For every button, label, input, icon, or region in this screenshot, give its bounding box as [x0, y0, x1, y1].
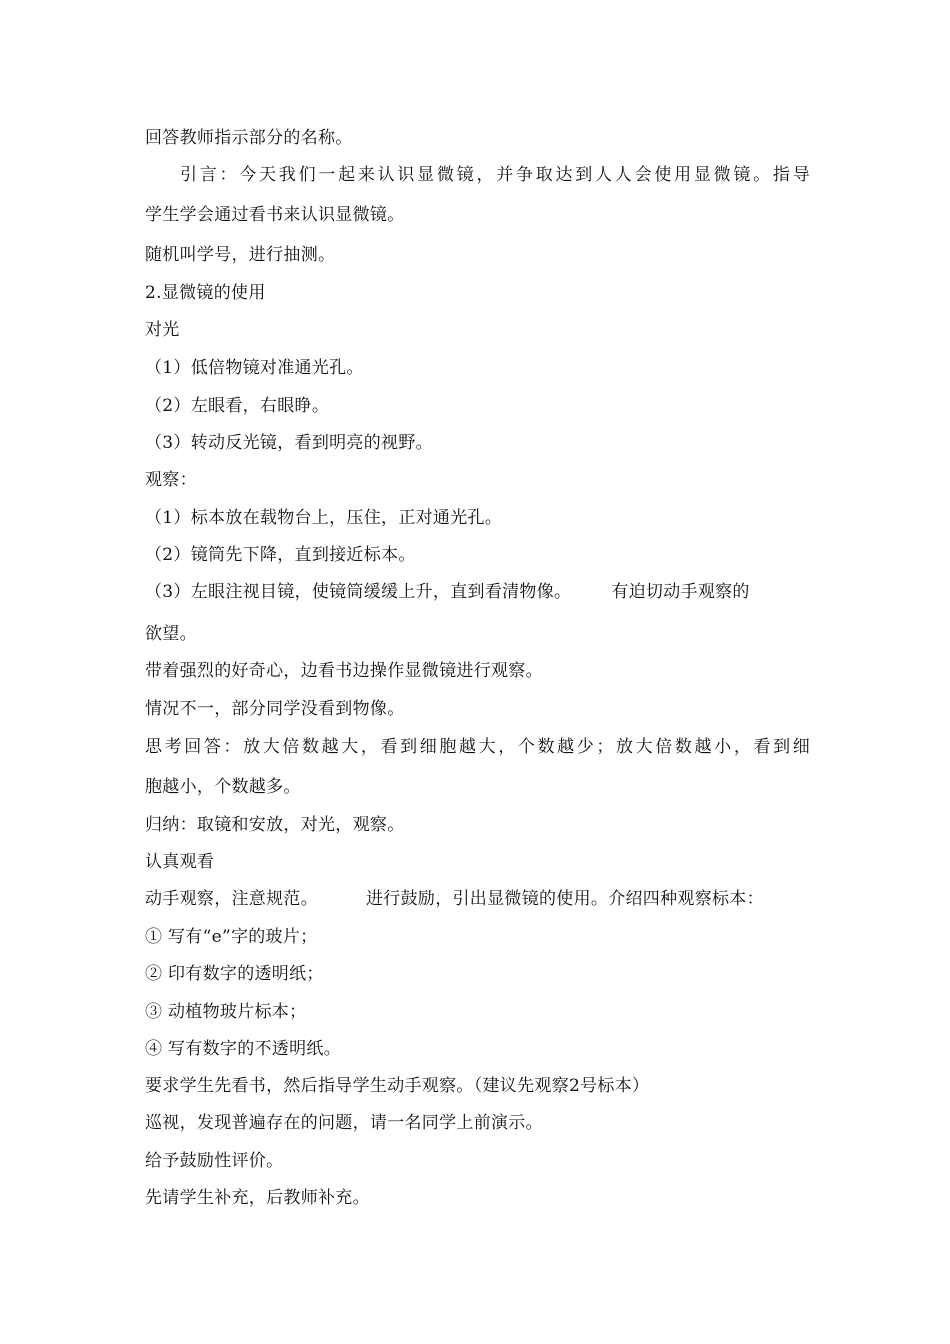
- text-line: 对光: [145, 320, 180, 340]
- text-line: 欲望。: [145, 624, 197, 644]
- list-item: ② 印有数字的透明纸；: [145, 964, 324, 984]
- text-line: 观察：: [145, 470, 197, 490]
- text-line: 随机叫学号，进行抽测。: [145, 245, 336, 265]
- list-item-with-note: [145, 582, 810, 602]
- list-item: （3）转动反光镜，看到明亮的视野。: [145, 433, 433, 453]
- text-line: 学生学会通过看书来认识显微镜。: [145, 205, 405, 225]
- text-line: 先请学生补充，后教师补充。: [145, 1188, 370, 1208]
- text-line-with-note: [145, 889, 810, 909]
- text-line: 情况不一，部分同学没看到物像。: [145, 699, 405, 719]
- text-line: 要求学生先看书，然后指导学生动手观察。（建议先观察2号标本）: [145, 1076, 650, 1096]
- text-line: 回答教师指示部分的名称。: [145, 128, 353, 148]
- text-line: 巡视，发现普遍存在的问题，请一名同学上前演示。: [145, 1113, 543, 1133]
- text-line: 带着强烈的好奇心，边看书边操作显微镜进行观察。: [145, 661, 543, 681]
- list-item: ① 写有“e”字的玻片；: [145, 927, 318, 947]
- list-item: （2）镜筒先下降，直到接近标本。: [145, 545, 416, 565]
- text-line: 认真观看: [145, 852, 215, 872]
- list-item: ④ 写有数字的不透明纸。: [145, 1039, 342, 1059]
- list-item: （2）左眼看，右眼睁。: [145, 396, 330, 416]
- text-segment: 动手观察，注意规范。: [145, 889, 318, 909]
- text-line: 给予鼓励性评价。: [145, 1151, 284, 1171]
- text-line: 归纳：取镜和安放，对光，观察。: [145, 815, 405, 835]
- side-note: 有迫切动手观察的: [611, 582, 750, 602]
- section-heading: 2.显微镜的使用: [145, 283, 266, 303]
- text-line: 引言：今天我们一起来认识显微镜，并争取达到人人会使用显微镜。指导: [180, 165, 810, 185]
- text-line: 胞越小，个数越多。: [145, 777, 301, 797]
- text-line: 思考回答：放大倍数越大，看到细胞越大，个数越少；放大倍数越小，看到细: [145, 737, 810, 757]
- list-item: ③ 动植物玻片标本；: [145, 1002, 307, 1022]
- list-item: （1）低倍物镜对准通光孔。: [145, 358, 364, 378]
- list-item-text: （3）左眼注视目镜，使镜筒缓缓上升，直到看清物像。: [145, 582, 572, 602]
- side-note: 进行鼓励，引出显微镜的使用。介绍四种观察标本：: [366, 889, 764, 909]
- list-item: （1）标本放在载物台上，压住，正对通光孔。: [145, 508, 503, 528]
